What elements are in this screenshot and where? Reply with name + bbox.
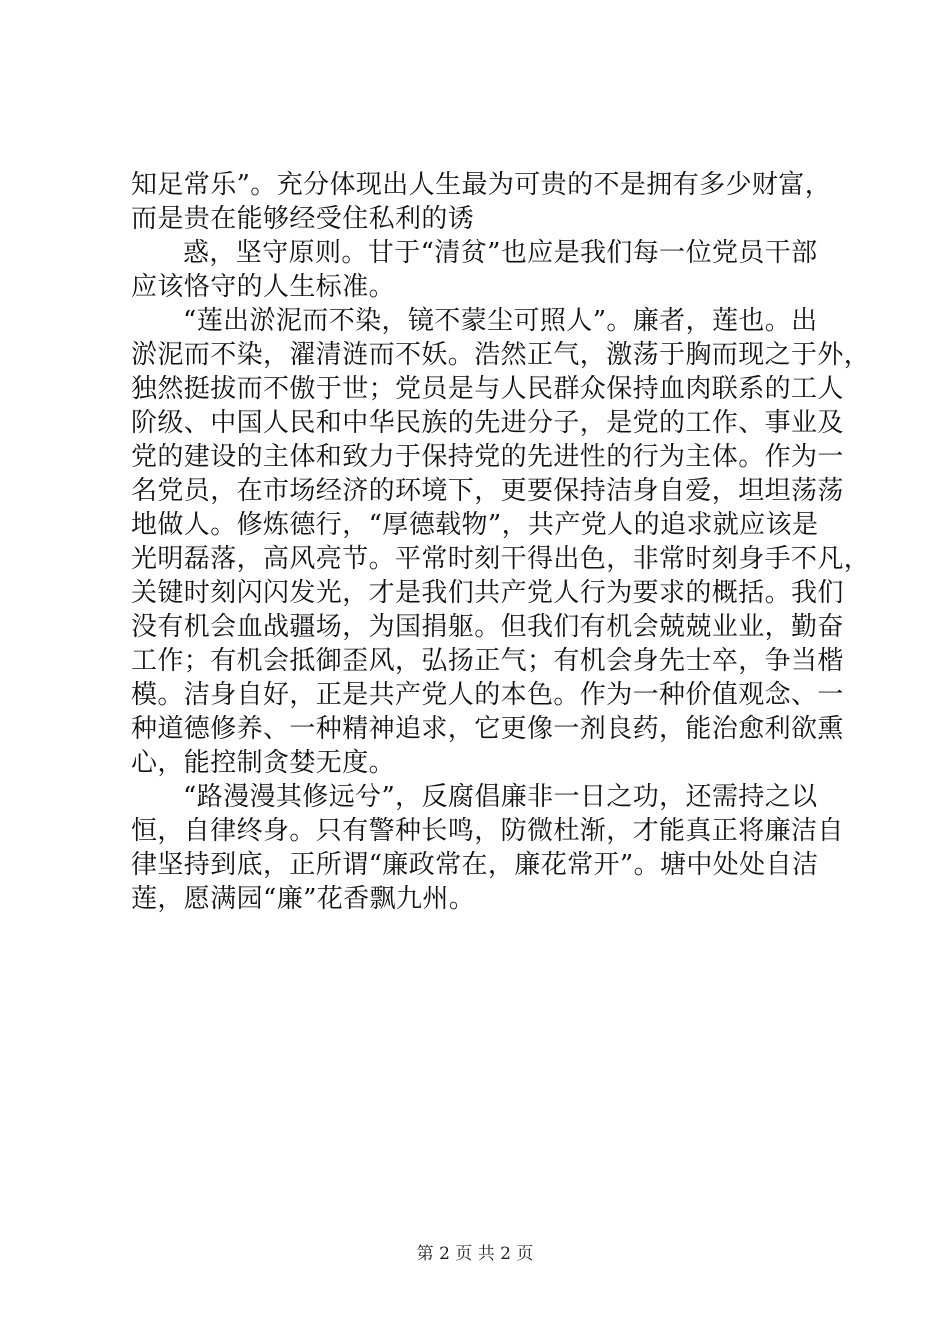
text-line: 党的建设的主体和致力于保持党的先进性的行为主体。作为一 bbox=[131, 442, 844, 472]
text-line: 光明磊落，高风亮节。平常时刻干得出色，非常时刻身手不凡， bbox=[131, 544, 871, 574]
text-line: 心，能控制贪婪无度。 bbox=[131, 748, 396, 778]
text-line: 关键时刻闪闪发光，才是我们共产党人行为要求的概括。我们 bbox=[131, 578, 844, 608]
text-line: 惑，坚守原则。甘于“清贫”也应是我们每一位党员干部 bbox=[183, 238, 818, 268]
text-line: 恒，自律终身。只有警种长鸣，防微杜渐，才能真正将廉洁自 bbox=[131, 816, 844, 846]
text-line: “路漫漫其修远兮”，反腐倡廉非一日之功，还需持之以 bbox=[183, 782, 818, 812]
text-line: 而是贵在能够经受住私利的诱 bbox=[131, 204, 475, 234]
text-line: 独然挺拔而不傲于世；党员是与人民群众保持血肉联系的工人 bbox=[131, 374, 844, 404]
text-line: 名党员，在市场经济的环境下，更要保持洁身自爱，坦坦荡荡 bbox=[131, 476, 844, 506]
text-line: 模。洁身自好，正是共产党人的本色。作为一种价值观念、一 bbox=[131, 680, 844, 710]
document-body bbox=[131, 168, 871, 916]
text-line: 没有机会血战疆场，为国捐躯。但我们有机会兢兢业业，勤奋 bbox=[131, 612, 844, 642]
text-line: 应该恪守的人生标准。 bbox=[131, 272, 396, 302]
text-line: 知足常乐”。充分体现出人生最为可贵的不是拥有多少财富， bbox=[131, 170, 832, 200]
text-line: 莲，愿满园“廉”花香飘九州。 bbox=[131, 884, 476, 914]
text-line: “莲出淤泥而不染，镜不蒙尘可照人”。廉者，莲也。出 bbox=[183, 306, 818, 336]
text-line: 工作；有机会抵御歪风，弘扬正气；有机会身先士卒，争当楷 bbox=[131, 646, 844, 676]
page-number-footer: 第 2 页 共 2 页 bbox=[416, 1244, 534, 1264]
text-line: 种道德修养、一种精神追求，它更像一剂良药，能治愈利欲熏 bbox=[131, 714, 844, 744]
text-line: 阶级、中国人民和中华民族的先进分子，是党的工作、事业及 bbox=[131, 408, 844, 438]
text-line: 地做人。修炼德行，“厚德载物”，共产党人的追求就应该是 bbox=[131, 510, 819, 540]
text-line: 律坚持到底，正所谓“廉政常在，廉花常开”。塘中处处自洁 bbox=[131, 850, 819, 880]
text-line: 淤泥而不染，濯清涟而不妖。浩然正气，激荡于胸而现之于外， bbox=[131, 340, 871, 370]
